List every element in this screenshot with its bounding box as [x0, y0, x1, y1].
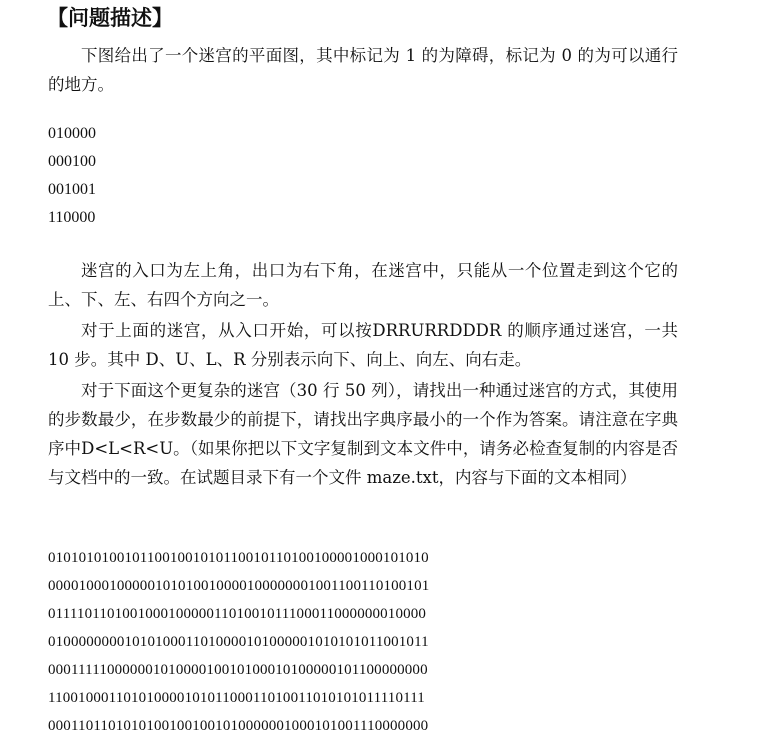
section-heading: 【问题描述】 [47, 6, 173, 30]
big-maze-row: 00011011010101001001001010000001000101001110000000 [48, 718, 429, 734]
small-maze [48, 120, 96, 232]
big-maze-row: 11001000110101000010101100011010011010101011110111 [48, 690, 425, 706]
task-paragraph: 对于下面这个更复杂的迷宫（30 行 50 列），请找出一种通过迷宫的方式，其使用的步数最少，在步数最少的前提下，请找出字典序最小的一个作为答案。请注意在字典序中D<L<R<U。（如果你把以下文字复制到文本文件中，请务必检查复制的内容是否与文档中的一致。在试题目录下有一个文件 maze.txt，内容与下面的文本相同） [48, 381, 678, 487]
small-maze-row: 110000 [48, 209, 96, 226]
small-maze-row: 000100 [48, 153, 96, 170]
big-maze-row: 01000000001010100011010000101000001010101011001011 [48, 634, 429, 650]
big-maze-row: 00011111000000101000010010100010100000101100000000 [48, 662, 428, 678]
big-maze-row: 01111011010010001000001101001011100011000000010000 [48, 606, 427, 622]
big-maze [48, 544, 429, 740]
big-maze-row: 01010101001011001001010110010110100100001000101010 [48, 550, 429, 566]
intro-paragraph: 下图给出了一个迷宫的平面图，其中标记为 1 的为障碍，标记为 0 的为可以通行的地方。 [48, 46, 678, 94]
small-maze-row: 001001 [48, 181, 96, 198]
example-paragraph: 对于上面的迷宫，从入口开始，可以按DRRURRDDDR 的顺序通过迷宫，一共 10 步。其中 D、U、L、R 分别表示向下、向上、向左、向右走。 [48, 321, 678, 369]
small-maze-row: 010000 [48, 125, 96, 142]
rules-paragraph: 迷宫的入口为左上角，出口为右下角，在迷宫中，只能从一个位置走到这个它的上、下、左、右四个方向之一。 [48, 261, 678, 309]
big-maze-row: 00001000100000101010010000100000001001100110100101 [48, 578, 430, 594]
